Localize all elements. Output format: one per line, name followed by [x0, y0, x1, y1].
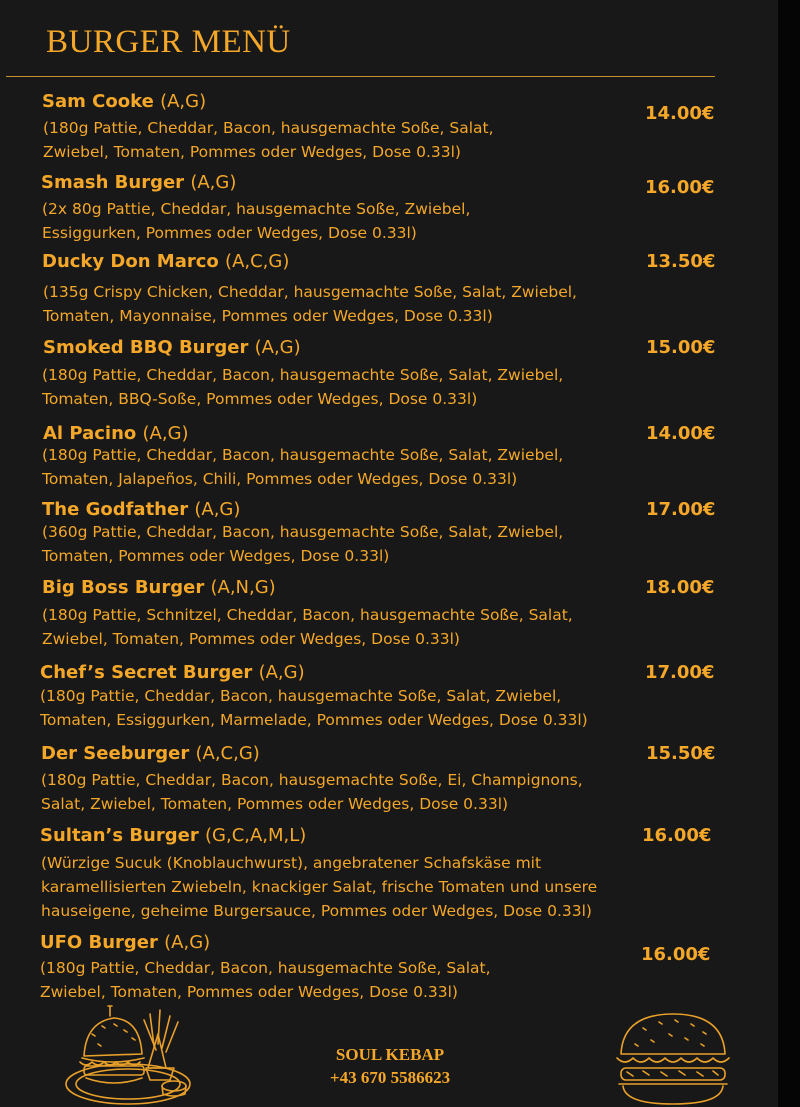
menu-item-name	[40, 662, 305, 683]
allergen-codes: (A,G)	[190, 172, 237, 193]
burger-fries-plate-icon	[62, 1004, 202, 1107]
description-line: hauseigene, geheime Burgersauce, Pommes oder Wedges, Dose 0.33l)	[41, 902, 592, 920]
item-title: Sultan’s Burger	[40, 825, 199, 846]
description-line: Tomaten, Pommes oder Wedges, Dose 0.33l)	[42, 547, 390, 565]
page-title: BURGER MENÜ	[46, 24, 291, 60]
description-line: Tomaten, BBQ-Soße, Pommes oder Wedges, Dose 0.33l)	[42, 390, 478, 408]
description-line: Zwiebel, Tomaten, Pommes oder Wedges, Dose 0.33l)	[42, 630, 460, 648]
menu-item-description	[43, 116, 494, 164]
item-title: Al Pacino	[43, 423, 137, 444]
menu-item-description	[42, 603, 573, 651]
phone-number: +43 670 5586623	[329, 1068, 451, 1087]
restaurant-name: SOUL KEBAP	[335, 1045, 445, 1064]
menu-item-name	[42, 91, 206, 112]
menu-item-name	[43, 337, 301, 358]
description-line: (180g Pattie, Cheddar, Bacon, hausgemachte Soße, Salat,	[40, 959, 491, 977]
menu-item-description	[41, 768, 583, 816]
item-title: Ducky Don Marco	[42, 251, 219, 272]
description-line: Tomaten, Mayonnaise, Pommes oder Wedges, Dose 0.33l)	[43, 307, 493, 325]
page-edge	[778, 0, 800, 1107]
description-line: (180g Pattie, Cheddar, Bacon, hausgemachte Soße, Salat, Zwiebel,	[42, 366, 564, 384]
allergen-codes: (A,G)	[258, 662, 305, 683]
menu-item-description	[42, 520, 563, 568]
description-line: (135g Crispy Chicken, Cheddar, hausgemachte Soße, Salat, Zwiebel,	[43, 283, 577, 301]
menu-item-description	[41, 851, 597, 923]
menu-item-price: 14.00€	[645, 103, 715, 124]
burger-icon	[613, 1010, 733, 1107]
title-divider	[6, 76, 715, 77]
description-line: Essiggurken, Pommes oder Wedges, Dose 0.33l)	[42, 224, 417, 242]
allergen-codes: (G,C,A,M,L)	[205, 825, 307, 846]
description-line: (2x 80g Pattie, Cheddar, hausgemachte Soße, Zwiebel,	[42, 200, 471, 218]
menu-item-name	[42, 251, 289, 272]
menu-item-description	[40, 956, 491, 1004]
allergen-codes: (A,G)	[194, 499, 241, 520]
description-line: (180g Pattie, Cheddar, Bacon, hausgemachte Soße, Salat, Zwiebel,	[42, 446, 564, 464]
menu-item-price: 14.00€	[646, 423, 716, 444]
item-title: Chef’s Secret Burger	[40, 662, 253, 683]
item-title: Smoked BBQ Burger	[43, 337, 249, 358]
menu-item-name	[41, 172, 236, 193]
description-line: (180g Pattie, Cheddar, Bacon, hausgemachte Soße, Salat,	[43, 119, 494, 137]
menu-item-price: 17.00€	[645, 662, 715, 683]
item-title: Sam Cooke	[42, 91, 154, 112]
description-line: (180g Pattie, Cheddar, Bacon, hausgemachte Soße, Ei, Champignons,	[41, 771, 583, 789]
menu-item-name	[43, 423, 189, 444]
menu-item-price: 13.50€	[646, 251, 716, 272]
description-line: (180g Pattie, Schnitzel, Cheddar, Bacon, hausgemachte Soße, Salat,	[42, 606, 573, 624]
allergen-codes: (A,C,G)	[195, 743, 260, 764]
allergen-codes: (A,G)	[164, 932, 211, 953]
menu-item-description	[43, 280, 577, 328]
menu-item-price: 16.00€	[645, 177, 715, 198]
allergen-codes: (A,G)	[254, 337, 301, 358]
menu-item-name	[40, 825, 306, 846]
description-line: (180g Pattie, Cheddar, Bacon, hausgemachte Soße, Salat, Zwiebel,	[40, 687, 562, 705]
item-title: Smash Burger	[41, 172, 185, 193]
menu-item-name	[42, 499, 240, 520]
menu-item-price: 17.00€	[646, 499, 716, 520]
item-title: The Godfather	[42, 499, 189, 520]
menu-item-price: 18.00€	[645, 577, 715, 598]
menu-item-price: 15.50€	[646, 743, 716, 764]
menu-item-name	[40, 932, 210, 953]
description-line: Zwiebel, Tomaten, Pommes oder Wedges, Dose 0.33l)	[40, 983, 458, 1001]
menu-item-price: 16.00€	[641, 944, 711, 965]
description-line: Salat, Zwiebel, Tomaten, Pommes oder Wedges, Dose 0.33l)	[41, 795, 509, 813]
allergen-codes: (A,G)	[142, 423, 189, 444]
description-line: Tomaten, Essiggurken, Marmelade, Pommes oder Wedges, Dose 0.33l)	[40, 711, 588, 729]
description-line: (Würzige Sucuk (Knoblauchwurst), angebratener Schafskäse mit	[41, 854, 542, 872]
menu-item-price: 15.00€	[646, 337, 716, 358]
allergen-codes: (A,G)	[160, 91, 207, 112]
menu-item-name	[42, 577, 276, 598]
menu-item-description	[42, 363, 563, 411]
description-line: karamellisierten Zwiebeln, knackiger Salat, frische Tomaten und unsere	[41, 878, 598, 896]
item-title: UFO Burger	[40, 932, 158, 953]
menu-item-description	[40, 684, 588, 732]
description-line: Tomaten, Jalapeños, Chili, Pommes oder Wedges, Dose 0.33l)	[42, 470, 518, 488]
description-line: Zwiebel, Tomaten, Pommes oder Wedges, Dose 0.33l)	[43, 143, 461, 161]
menu-item-description	[42, 197, 470, 245]
menu-item-price: 16.00€	[642, 825, 712, 846]
menu-item-name	[41, 743, 260, 764]
allergen-codes: (A,N,G)	[210, 577, 276, 598]
item-title: Der Seeburger	[41, 743, 190, 764]
item-title: Big Boss Burger	[42, 577, 205, 598]
description-line: (360g Pattie, Cheddar, Bacon, hausgemachte Soße, Salat, Zwiebel,	[42, 523, 564, 541]
allergen-codes: (A,C,G)	[225, 251, 290, 272]
menu-item-description	[42, 443, 563, 491]
